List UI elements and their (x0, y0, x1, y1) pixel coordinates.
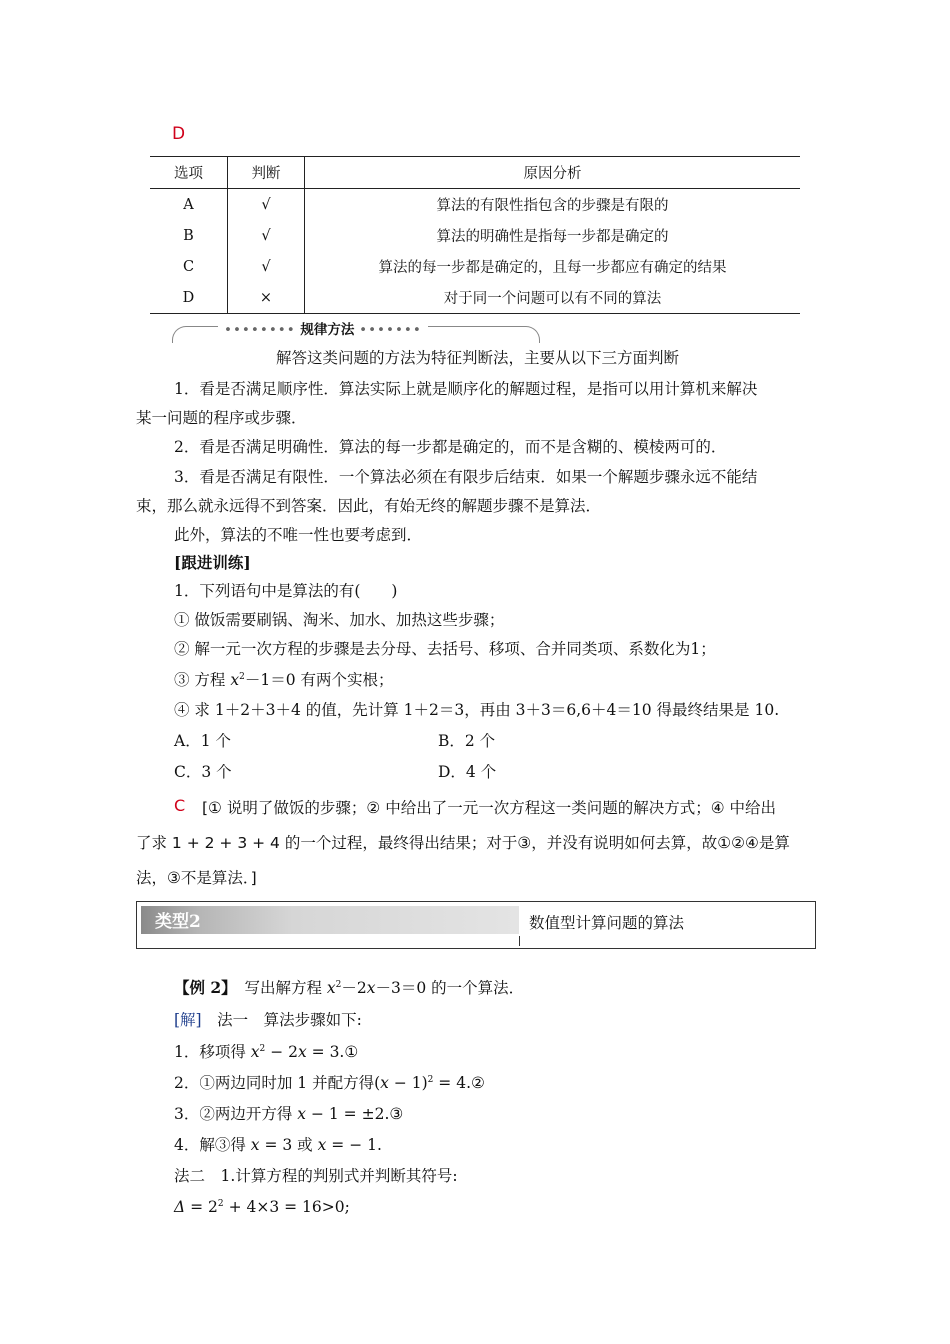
option-b: B．2 个 (438, 732, 496, 750)
example-label: 【例 2】 (174, 978, 229, 997)
method-point-2: 2．看是否满足明确性．算法的每一步都是确定的，而不是含糊的、模棱两可的． (174, 438, 727, 456)
cell-reason: 算法的明确性是指每一步都是确定的 (305, 220, 801, 251)
practice-answer-line-2: 了求 1 + 2 + 3 + 4 的一个过程，最终得出结果；对于③，并没有说明如何去算，故①②④是算 (136, 834, 790, 852)
example-2: 【例 2】 写出解方程 $x^2-2x-3=0$ 的一个算法． (174, 978, 525, 997)
method-point-3a: 3．看是否满足有限性．一个算法必须在有限步后结束．如果一个解题步骤永远不能结 (174, 468, 758, 486)
option-d: D．4 个 (438, 763, 497, 781)
header-option: 选项 (150, 157, 228, 189)
method-point-4: 此外，算法的不唯一性也要考虑到． (174, 526, 423, 544)
table-row (150, 282, 800, 314)
banner-title-2: 方法 (327, 322, 355, 338)
header-judgement: 判断 (228, 157, 305, 189)
practice-answer-line-1: [① 说明了做饭的步骤；② 中给出了一元一次方程这一类问题的解决方式；④ 中给出 (202, 799, 777, 817)
banner-title: 规律 (300, 322, 328, 338)
solve-label: [解] (174, 1011, 202, 1029)
method1-step-4: 4．解③得 x = 3 或 x = − 1. (174, 1136, 382, 1154)
table-header-row (150, 157, 800, 189)
table-row (150, 220, 800, 251)
statement-4: ④ 求 1＋2＋3＋4 的值，先计算 1＋2＝3，再由 3＋3＝6,6＋4＝10 得最终结果是 10. (174, 701, 780, 719)
method-banner (218, 318, 428, 338)
method-point-1b: 某一问题的程序或步骤． (136, 409, 307, 427)
cell-reason: 算法的有限性指包含的步骤是有限的 (305, 189, 801, 221)
table-row (150, 189, 800, 221)
method1-step-3: 3．②两边开方得 x − 1 = ±2.③ (174, 1105, 404, 1123)
cell-option: C (182, 258, 195, 275)
table-row (150, 251, 800, 282)
practice-heading: [跟进训练] (174, 553, 251, 572)
cell-judgement: × (228, 282, 305, 314)
cell-option: B (183, 227, 194, 244)
practice-question: 1．下列语句中是算法的有( ) (174, 582, 398, 600)
cell-option: A (183, 196, 194, 213)
method-2: 法二 1.计算方程的判别式并判断其符号: (174, 1167, 458, 1185)
practice-answer-letter: C (174, 796, 186, 815)
cell-reason: 对于同一个问题可以有不同的算法 (305, 282, 801, 314)
statement-2: ② 解一元一次方程的步骤是去分母、去括号、移项、合并同类项、系数化为1； (174, 640, 716, 658)
method2-label: 法二 (174, 1167, 206, 1185)
cell-reason: 算法的每一步都是确定的，且每一步都应有确定的结果 (305, 251, 801, 282)
type2-tab: 类型2 (155, 912, 201, 932)
type2-tab-bar (141, 906, 519, 934)
discriminant-line: $\Delta = 2^2 + 4\times 3 = 16>0$; (174, 1198, 350, 1216)
method1-step-2: 2．①两边同时加 1 并配方得$(x - 1)^2$ = 4.② (174, 1074, 485, 1092)
option-c: C．3 个 (174, 763, 232, 781)
solution-method-1: [解] 法一 算法步骤如下: (174, 1011, 362, 1029)
cell-judgement: √ (228, 220, 305, 251)
statement-3: ③ 方程 $x^2-1=0$ 有两个实根； (174, 671, 394, 689)
method1-step-1: 1．移项得 $x^2 - 2x$ = 3.① (174, 1043, 359, 1061)
type2-header (136, 901, 816, 949)
method-point-1a: 1．看是否满足顺序性．算法实际上就是顺序化的解题过程，是指可以用计算机来解决 (174, 380, 758, 398)
type2-divider (519, 936, 520, 946)
method-point-3b: 束，那么就永远得不到答案．因此，有始无终的解题步骤不是算法． (136, 497, 602, 515)
header-reason: 原因分析 (305, 157, 801, 189)
cell-judgement: √ (228, 189, 305, 221)
cell-judgement: √ (228, 251, 305, 282)
type2-title: 数值型计算问题的算法 (529, 914, 685, 932)
banner-dots-left: •••••••• (224, 322, 296, 338)
banner-dots-right: ••••••• (359, 322, 422, 338)
cell-option: D (150, 282, 228, 314)
practice-answer-line-3: 法，③不是算法．] (136, 869, 257, 887)
option-a: A．1 个 (174, 732, 231, 750)
answer-letter: D (172, 124, 186, 144)
analysis-table (150, 156, 800, 314)
statement-1: ① 做饭需要刷锅、淘米、加水、加热这些步骤； (174, 611, 505, 629)
method-intro: 解答这类问题的方法为特征判断法，主要从以下三方面判断 (276, 349, 680, 367)
